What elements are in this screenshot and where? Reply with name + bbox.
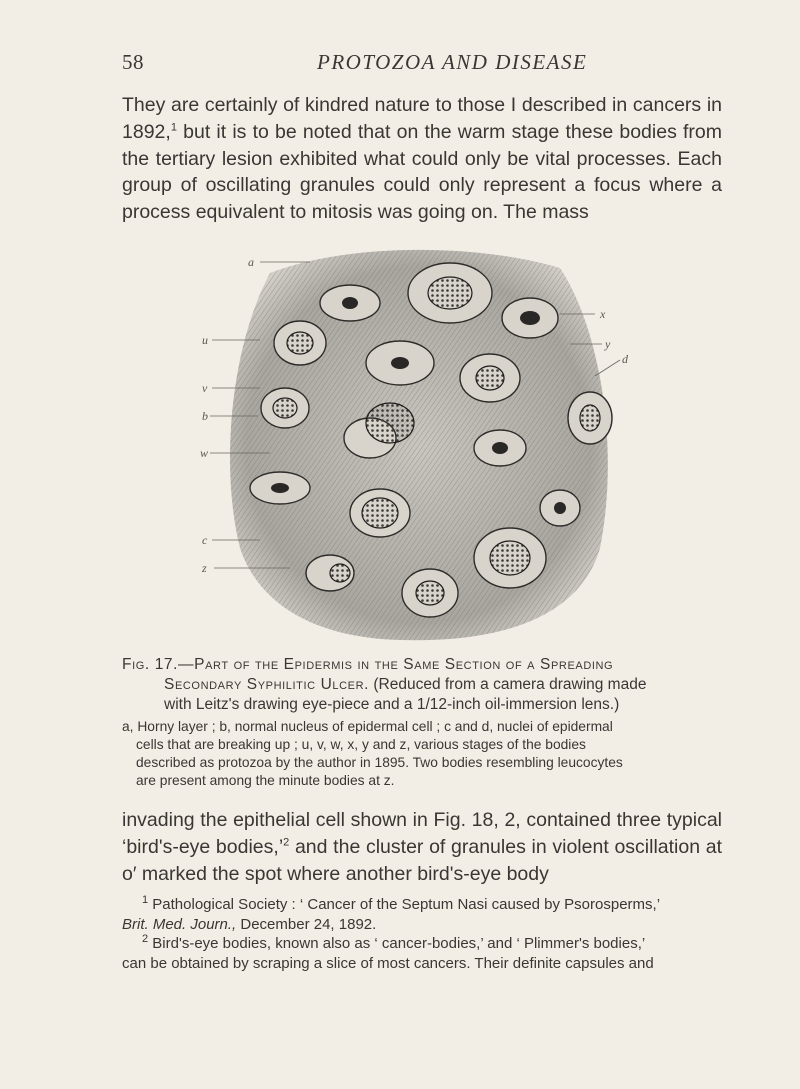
figure-label-b: b bbox=[202, 409, 208, 423]
footnote-2-text-2: can be obtained by scraping a slice of most cancers. Their definite capsules and bbox=[122, 954, 654, 972]
caption-title-line-2: Secondary Syphilitic Ulcer. bbox=[164, 676, 370, 693]
epidermis-drawing bbox=[200, 248, 640, 646]
footnote-1-mark: 1 bbox=[142, 894, 149, 906]
caption-detail-line-2: (Reduced from a camera drawing made bbox=[373, 676, 647, 693]
paragraph-2 bbox=[122, 807, 722, 887]
footnote-2-text-1: Bird's-eye bodies, known also as ‘ cancer-bodies,’ and ‘ Plimmer's bodies,’ bbox=[148, 935, 646, 952]
figure-17-micrograph bbox=[200, 248, 640, 646]
footnote-2-mark: 2 bbox=[142, 933, 149, 945]
para1-line-5: where a process equivalent to mitosis was going on. The mass bbox=[122, 174, 722, 224]
running-header bbox=[122, 50, 702, 80]
page-number: 58 bbox=[122, 50, 144, 74]
figure-label-x: x bbox=[600, 307, 606, 321]
figure-label-c: c bbox=[202, 533, 208, 547]
figure-label-w: w bbox=[200, 446, 209, 460]
footnotes bbox=[122, 895, 732, 973]
footnote-1-text: Pathological Society : ‘ Cancer of the Septum Nasi caused by Psorosperms,’ bbox=[148, 896, 661, 913]
para2-line-2a: typical ‘bird's-eye bodies,’ bbox=[122, 809, 723, 858]
caption-fig-number: Fig. 17. bbox=[122, 656, 179, 673]
caption-detail-line-3: with Leitz's drawing eye-piece and a 1/12-inch oil-immersion lens.) bbox=[164, 696, 620, 713]
legend-line-3: described as protozoa by the author in 1895. Two bodies resembling leucocytes bbox=[136, 755, 623, 770]
figure-label-z: z bbox=[202, 561, 207, 575]
para1-line-4: Each group of oscillating granules could only represent a focus bbox=[122, 147, 722, 197]
para2-line-2b: and the cluster of granules in violent bbox=[289, 835, 609, 858]
footnote-ref-1: 1 bbox=[170, 121, 177, 134]
paragraph-1 bbox=[122, 92, 722, 226]
figure-label-a: a bbox=[248, 255, 254, 269]
footnote-1-date: December 24, 1892. bbox=[236, 915, 377, 933]
footnote-1 bbox=[122, 895, 732, 915]
para1-line-2b: but it is to be noted that on the warm stage these bodies bbox=[183, 120, 677, 143]
para1-line-3: from the tertiary lesion exhibited what could only be vital processes. bbox=[122, 120, 723, 170]
figure-label-d: d bbox=[622, 352, 628, 366]
figure-label-y: y bbox=[605, 337, 611, 351]
footnote-1-citation bbox=[122, 915, 732, 935]
para1-line-2a: in 1892, bbox=[122, 94, 723, 143]
figure-legend bbox=[122, 718, 732, 790]
para2-line-1: invading the epithelial cell shown in Fig. 18, 2, contained three bbox=[122, 809, 662, 831]
running-title: PROTOZOA AND DISEASE bbox=[317, 50, 588, 74]
footnote-ref-2: 2 bbox=[283, 836, 290, 849]
caption-title-line-1: —Part of the Epidermis in the Same Section of a Spreading bbox=[178, 656, 614, 673]
footnote-2 bbox=[122, 934, 732, 954]
para1-line-1: They are certainly of kindred nature to those I described in cancers bbox=[122, 94, 702, 116]
legend-line-1: a, Horny layer ; b, normal nucleus of epidermal cell ; c and d, nuclei of epidermal bbox=[122, 719, 613, 734]
legend-line-4: are present among the minute bodies at z. bbox=[136, 773, 395, 788]
footnote-1-journal: Brit. Med. Journ., bbox=[122, 915, 237, 933]
figure-caption bbox=[122, 655, 732, 715]
figure-label-u: u bbox=[202, 333, 208, 347]
para2-line-3: oscillation at o′ marked the spot where another bird's-eye body bbox=[122, 835, 723, 885]
legend-line-2: cells that are breaking up ; u, v, w, x, y and z, various stages of the bodies bbox=[136, 737, 586, 752]
figure-label-v: v bbox=[202, 381, 208, 395]
